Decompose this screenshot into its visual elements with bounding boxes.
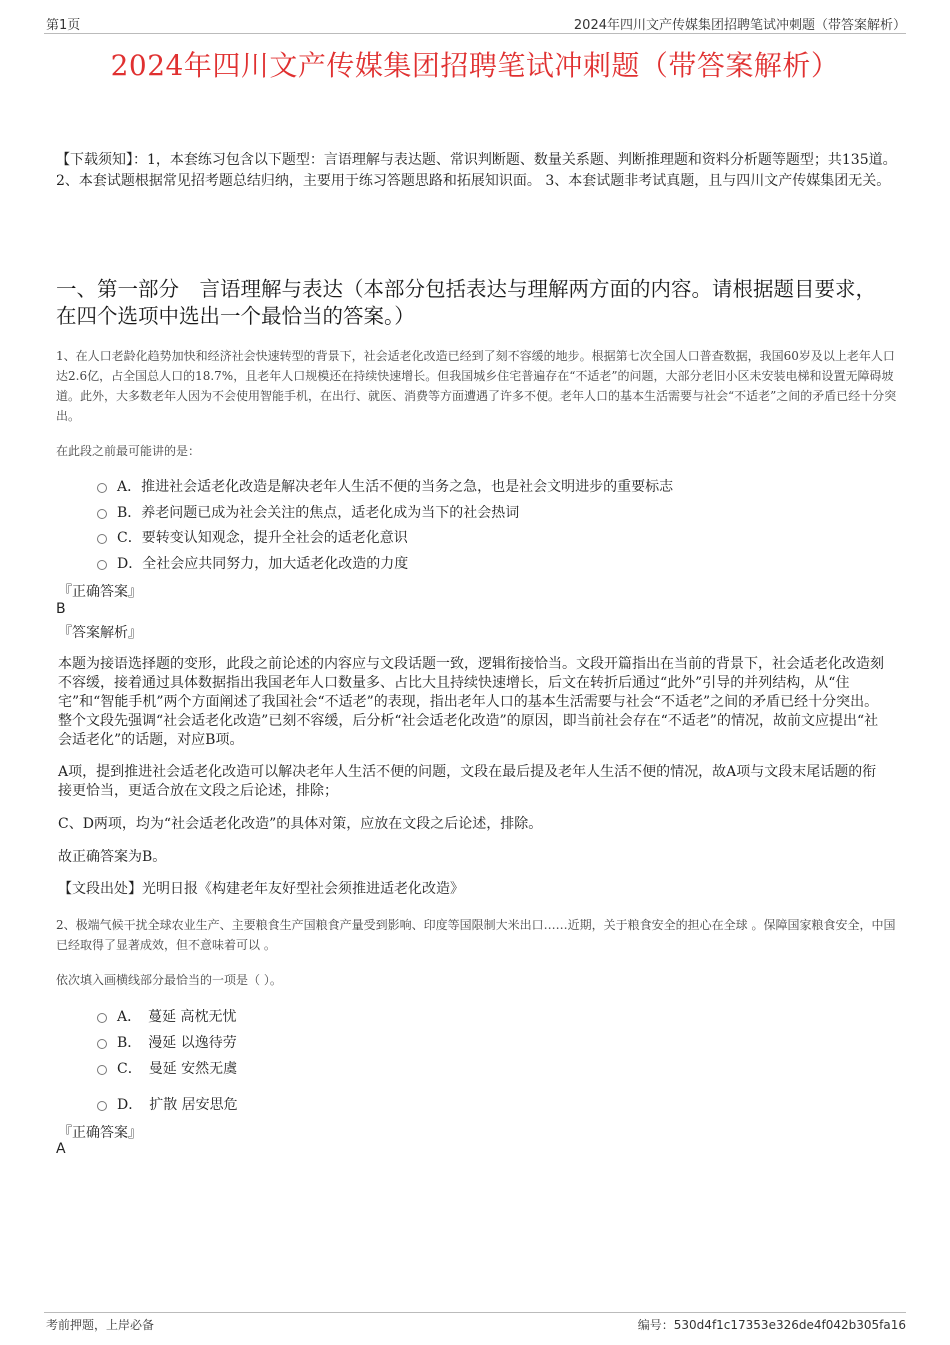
q1-analysis-paragraph: A项，提到推进社会适老化改造可以解决老年人生活不便的问题，文段在最后提及老年人生活不便的情况，故A项与文段末尾话题的衔接更恰当，更适合放在文段之后论述，排除； [58, 764, 877, 799]
q1-option-b-text: B．养老问题已成为社会关注的焦点，适老化成为当下的社会热词 [117, 505, 520, 521]
section-heading: 一、第一部分 言语理解与表达（本部分包括表达与理解两方面的内容。请根据题目要求，在四个选项中选出一个最恰当的答案。） [56, 277, 876, 328]
q1-option-c-text: C．要转变认知观念，提升全社会的适老化意识 [117, 530, 408, 546]
document-title: 2024年四川文产传媒集团招聘笔试冲刺题（带答案解析） [110, 49, 840, 82]
q1-answer-label: 『正确答案』 [58, 584, 142, 600]
q2-prompt: 依次填入画横线部分最恰当的一项是（ ）。 [56, 973, 282, 987]
footer-divider [44, 1312, 906, 1313]
footer-code-value: 530d4f1c17353e326de4f042b305fa16 [673, 1318, 906, 1332]
q1-option-d-text: D．全社会应共同努力，加大适老化改造的力度 [117, 556, 409, 572]
q1-prompt: 在此段之前最可能讲的是： [56, 444, 201, 458]
radio-icon[interactable] [97, 534, 107, 544]
q1-source: 【文段出处】光明日报《构建老年友好型社会须推进适老化改造》 [58, 881, 464, 897]
q1-option-d[interactable] [97, 553, 408, 573]
q2-option-d-text: D． 扩散 居安思危 [117, 1097, 238, 1113]
page-number: 第1页 [46, 18, 81, 33]
q1-analysis-paragraph: 本题为接语选择题的变形，此段之前论述的内容应与文段话题一致，逻辑衔接恰当。文段开篇指出在当前的背景下，社会适老化改造刻不容缓，接着通过具体数据指出我国老年人口数量多、占比大且持续快速增长，后文在转折后通过“此外”引导的并列结构，从“住宅”和“智能手机”两个方面阐述了我国社会“不适老”的表现，指出老年人口的基本生活需要与社会“不适老”之间的矛盾已经十分突出。整个文段先强调“社会适老化改造”已刻不容缓，后分析“社会适老化改造”的原因，即当前社会存在“不适老”的情况，故前文应提出“社会适老化”的话题，对应B项。 [58, 656, 884, 748]
q1-stem: 1、在人口老龄化趋势加快和经济社会快速转型的背景下，社会适老化改造已经到了刻不容缓的地步。根据第七次全国人口普查数据，我国60岁及以上老年人口达2.6亿，占全国总人口的18.7%，且老年人口规模还在持续快速增长。但我国城乡住宅普遍存在“不适老”的问题，大部分老旧小区未安装电梯和设置无障碍坡道。此外，大多数老年人因为不会使用智能手机，在出行、就医、消费等方面遭遇了许多不便。老年人口的基本生活需要与社会“不适老”之间的矛盾已经十分突出。 [56, 349, 897, 423]
q1-analysis-label: 『答案解析』 [58, 625, 142, 641]
radio-icon[interactable] [97, 1039, 107, 1049]
q2-answer-label: 『正确答案』 [58, 1125, 142, 1141]
q1-answer: B [56, 601, 66, 617]
q1-option-b[interactable] [97, 502, 519, 522]
radio-icon[interactable] [97, 1065, 107, 1075]
q2-option-d[interactable] [97, 1094, 238, 1114]
q2-option-a[interactable] [97, 1006, 237, 1026]
footer-slogan: 考前押题，上岸必备 [46, 1318, 155, 1332]
header-doc-title: 2024年四川文产传媒集团招聘笔试冲刺题（带答案解析） [573, 18, 906, 33]
footer-code [638, 1316, 906, 1333]
download-notice: 【下载须知】：1，本套练习包含以下题型：言语理解与表达题、常识判断题、数量关系题、判断推理题和资料分析题等题型；共135道。 2、本套试题根据常见招考题总结归纳，主要用于练习答题思路和拓展知识面。 3、本套试题非考试真题，且与四川文产传媒集团无关。 [56, 152, 897, 189]
q1-option-c[interactable] [97, 527, 408, 547]
q2-stem: 2、极端气候干扰全球农业生产、主要粮食生产国粮食产量受到影响、印度等国限制大米出口……近期，关于粮食安全的担心在全球 。保障国家粮食安全，中国已经取得了显著成效，但不意味着可以 。 [56, 918, 896, 952]
q2-option-c-text: C． 曼延 安然无虞 [117, 1061, 238, 1077]
q2-option-a-text: A． 蔓延 高枕无忧 [117, 1009, 237, 1025]
q1-analysis-paragraph: 故正确答案为B。 [58, 849, 167, 865]
q1-option-a-text: A．推进社会适老化改造是解决老年人生活不便的当务之急，也是社会文明进步的重要标志 [117, 479, 674, 495]
q2-answer: A [56, 1141, 66, 1157]
radio-icon[interactable] [97, 1013, 107, 1023]
header-divider [44, 33, 906, 34]
q1-analysis-paragraph: C、D两项，均为“社会适老化改造”的具体对策，应放在文段之后论述，排除。 [58, 816, 543, 832]
radio-icon[interactable] [97, 509, 107, 519]
q2-option-b-text: B． 漫延 以逸待劳 [117, 1035, 237, 1051]
radio-icon[interactable] [97, 1101, 107, 1111]
footer-code-label: 编号： [637, 1318, 674, 1332]
q1-option-a[interactable] [97, 476, 673, 496]
radio-icon[interactable] [97, 560, 107, 570]
radio-icon[interactable] [97, 483, 107, 493]
q2-option-c[interactable] [97, 1058, 237, 1078]
q2-option-b[interactable] [97, 1032, 237, 1052]
